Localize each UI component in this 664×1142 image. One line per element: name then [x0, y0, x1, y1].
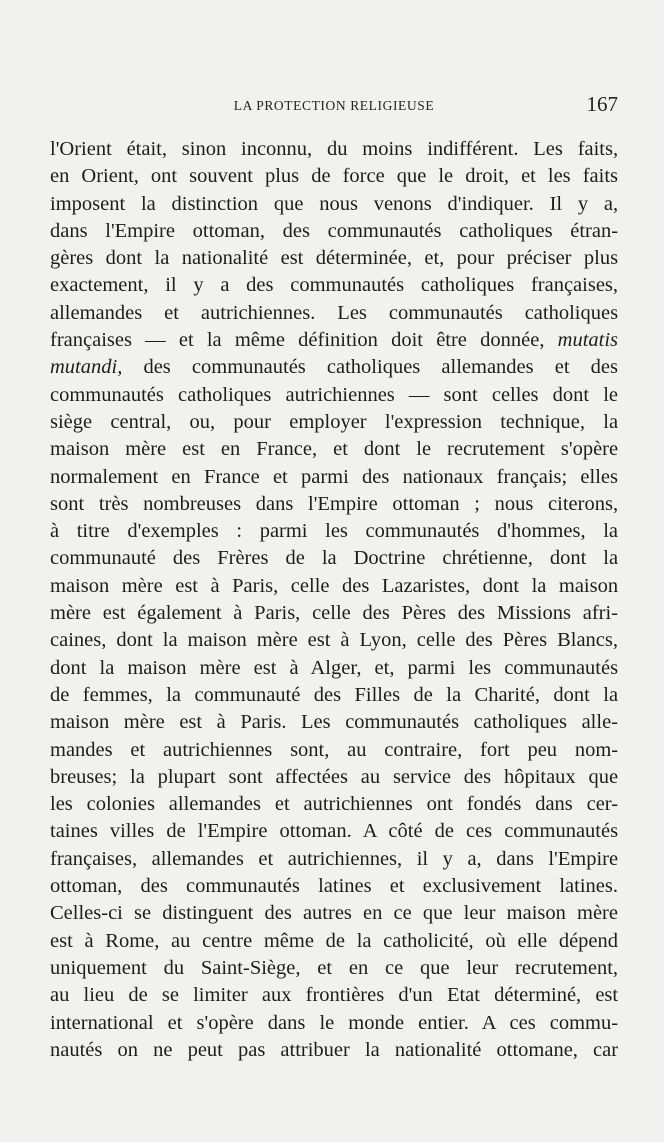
- text-line: ottoman, des communautés latines et exclusivement latines.: [50, 875, 618, 898]
- text-line: françaises, allemandes et autrichiennes, il y a, dans l'Empire: [50, 847, 618, 870]
- text-line: mutandi, des communautés catholiques allemandes et des: [50, 356, 618, 379]
- text-line: communautés catholiques autrichiennes — sont celles dont le: [50, 383, 618, 406]
- text-line: mandes et autrichiennes sont, au contraire, fort peu nom-: [50, 738, 618, 761]
- text-line: les colonies allemandes et autrichiennes ont fondés dans cer-: [50, 793, 618, 816]
- text-line: Celles-ci se distinguent des autres en ce que leur maison mère: [50, 902, 618, 925]
- text-line: à titre d'exemples : parmi les communautés d'hommes, la: [50, 520, 618, 543]
- text-line: normalement en France et parmi des nationaux français; elles: [50, 465, 618, 488]
- text-line: allemandes et autrichiennes. Les communautés catholiques: [50, 301, 618, 324]
- text-line: maison mère est à Paris, celle des Lazaristes, dont la maison: [50, 574, 618, 597]
- text-line: imposent la distinction que nous venons d'indiquer. Il y a,: [50, 192, 618, 215]
- text-line: maison mère est à Paris. Les communautés catholiques alle-: [50, 711, 618, 734]
- text-line: l'Orient était, sinon inconnu, du moins indifférent. Les faits,: [50, 138, 618, 160]
- text-line: siège central, ou, pour employer l'expression technique, la: [50, 410, 618, 433]
- text-line: caines, dont la maison mère est à Lyon, celle des Pères Blancs,: [50, 629, 618, 652]
- text-line: nautés on ne peut pas attribuer la nationalité ottomane, car: [50, 1038, 618, 1061]
- text-line: international et s'opère dans le monde entier. A ces commu-: [50, 1011, 618, 1034]
- text-line: taines villes de l'Empire ottoman. A côté de ces communautés: [50, 820, 618, 843]
- text-line: sont très nombreuses dans l'Empire ottoman ; nous citerons,: [50, 492, 618, 515]
- page-header: [50, 92, 618, 120]
- text-line: en Orient, ont souvent plus de force que le droit, et les faits: [50, 165, 618, 188]
- text-line: breuses; la plupart sont affectées au service des hôpitaux que: [50, 765, 618, 788]
- running-title: LA PROTECTION RELIGIEUSE: [233, 98, 435, 113]
- text-line: communauté des Frères de la Doctrine chrétienne, dont la: [50, 547, 618, 570]
- text-line: mère est également à Paris, celle des Pères des Missions afri-: [50, 602, 618, 625]
- text-line: au lieu de se limiter aux frontières d'un Etat déterminé, est: [50, 984, 618, 1007]
- text-line: gères dont la nationalité est déterminée, et, pour préciser plus: [50, 247, 618, 270]
- body-text: [50, 136, 618, 1064]
- text-line: maison mère est en France, et dont le recrutement s'opère: [50, 438, 618, 461]
- text-line: exactement, il y a des communautés catholiques françaises,: [50, 274, 618, 297]
- text-line: dans l'Empire ottoman, des communautés catholiques étran-: [50, 219, 618, 242]
- text-line: de femmes, la communauté des Filles de la Charité, dont la: [50, 683, 618, 706]
- text-line: uniquement du Saint-Siège, et en ce que leur recrutement,: [50, 956, 618, 979]
- page-number: 167: [586, 92, 618, 116]
- text-line: est à Rome, au centre même de la catholicité, où elle dépend: [50, 929, 618, 952]
- text-line: dont la maison mère est à Alger, et, parmi les communautés: [50, 656, 618, 679]
- text-line: françaises — et la même définition doit être donnée, mutatis: [50, 329, 618, 352]
